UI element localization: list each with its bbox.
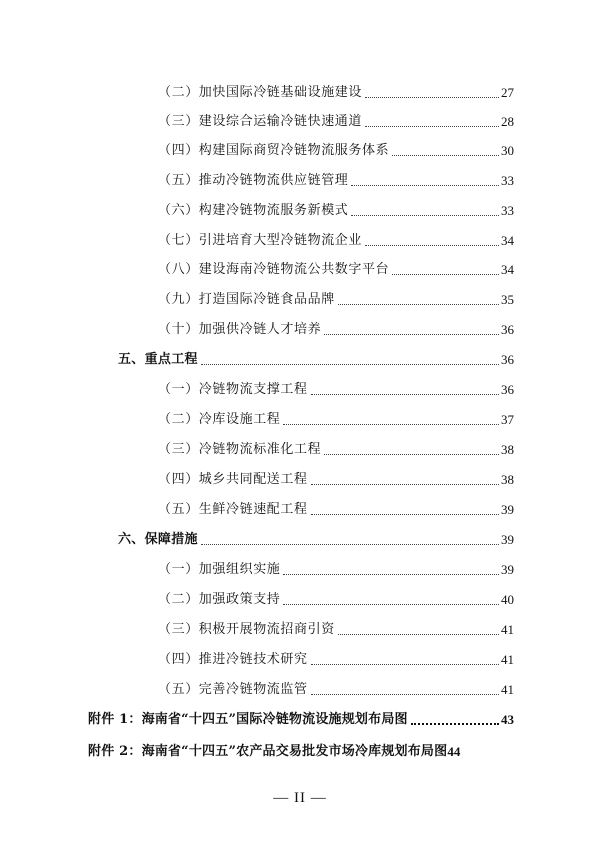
toc-entry-title: （四）城乡共同配送工程 [158, 472, 308, 487]
toc-entry-title: （三）积极开展物流招商引资 [158, 622, 335, 637]
toc-entry-title: （三）建设综合运输冷链快速通道 [158, 114, 363, 129]
toc-leader [324, 454, 499, 455]
toc-leader [311, 394, 499, 395]
toc-entry-page: 38 [501, 472, 514, 487]
toc-section-title: 六、保障措施 [118, 532, 198, 547]
toc-leader [351, 215, 499, 216]
toc-entry-6-3 [158, 621, 514, 639]
toc-entry-6-5 [158, 681, 514, 699]
toc-entry-page: 44 [447, 744, 461, 759]
toc-leader [338, 304, 499, 305]
toc-entry-title: （九）打造国际冷链食品品牌 [158, 292, 335, 307]
toc-entry-title: （八）建设海南冷链物流公共数字平台 [158, 262, 390, 277]
page-number-footer: — II — [273, 790, 327, 806]
toc-entry-title: （五）生鲜冷链速配工程 [158, 502, 308, 517]
toc-entry-page: 41 [501, 622, 514, 637]
toc-leader [311, 664, 499, 665]
toc-section-title: 五、重点工程 [118, 352, 198, 367]
toc-entry-page: 41 [501, 652, 514, 667]
toc-leader [338, 634, 499, 635]
toc-entry-page: 35 [501, 292, 514, 307]
toc-entry-page: 28 [501, 114, 514, 129]
toc-entry-page: 38 [501, 442, 514, 457]
toc-entry-title: （二）加强政策支持 [158, 592, 281, 607]
toc-entry-title: （七）引进培育大型冷链物流企业 [158, 233, 363, 248]
toc-entry-title: （五）完善冷链物流监管 [158, 682, 308, 697]
toc-entry-2-2 [158, 84, 514, 102]
toc-leader [365, 126, 499, 127]
toc-entry-title: （四）推进冷链技术研究 [158, 652, 308, 667]
toc-entry-5-4 [158, 471, 514, 489]
toc-entry-title: （六）构建冷链物流服务新模式 [158, 203, 349, 218]
toc-entry-2-8 [158, 261, 514, 279]
toc-entry-5-5 [158, 501, 514, 519]
toc-leader [311, 484, 499, 485]
toc-entry-6-4 [158, 651, 514, 669]
toc-entry-page: 39 [501, 562, 514, 577]
toc-leader [365, 97, 499, 98]
toc-entry-title: （一）冷链物流支撑工程 [158, 382, 308, 397]
toc-entry-title: （一）加强组织实施 [158, 562, 281, 577]
toc-leader [201, 544, 499, 545]
toc-appendix-1 [88, 711, 514, 729]
toc-entry-5-2 [158, 411, 514, 429]
toc-entry-2-7 [158, 232, 514, 250]
toc-entry-5-1 [158, 381, 514, 399]
toc-entry-6-2 [158, 591, 514, 609]
toc-entry-page: 27 [501, 85, 514, 100]
toc-entry-page: 41 [501, 682, 514, 697]
toc-leader [392, 274, 499, 275]
toc-entry-page: 36 [501, 352, 514, 367]
toc-appendix-title: 附件 1：海南省“十四五”国际冷链物流设施规划布局图 [88, 712, 408, 727]
toc-entry-6-1 [158, 561, 514, 579]
toc-entry-page: 30 [501, 143, 514, 158]
toc-leader [365, 245, 499, 246]
toc-entry-page: 34 [501, 262, 514, 277]
toc-entry-2-4 [158, 142, 514, 160]
toc-entry-title: （十）加强供冷链人才培养 [158, 322, 322, 337]
toc-entry-title: （二）冷库设施工程 [158, 412, 281, 427]
toc-section-5 [118, 351, 514, 369]
toc-leader [351, 185, 499, 186]
toc-entry-title: （五）推动冷链物流供应链管理 [158, 173, 349, 188]
toc-entry-5-3 [158, 441, 514, 459]
toc-leader [283, 424, 499, 425]
toc-section-6 [118, 531, 514, 549]
toc-entry-2-10 [158, 321, 514, 339]
toc-appendix-2 [88, 743, 514, 761]
toc-entry-page: 40 [501, 592, 514, 607]
toc-leader [283, 574, 499, 575]
toc-entry-page: 36 [501, 382, 514, 397]
toc-leader [201, 364, 499, 365]
toc-entry-page: 39 [501, 532, 514, 547]
toc-appendix-title: 附件 2：海南省“十四五”农产品交易批发市场冷库规划布局图 [88, 744, 448, 759]
toc-entry-page: 43 [501, 712, 514, 727]
toc-entry-title: （三）冷链物流标准化工程 [158, 442, 322, 457]
toc-entry-page: 33 [501, 173, 514, 188]
toc-entry-2-3 [158, 113, 514, 131]
toc-entry-title: （二）加快国际冷链基础设施建设 [158, 85, 363, 100]
toc-leader [411, 723, 499, 725]
toc-entry-2-9 [158, 291, 514, 309]
toc-leader [324, 334, 499, 335]
toc-entry-page: 39 [501, 502, 514, 517]
toc-entry-title: （四）构建国际商贸冷链物流服务体系 [158, 143, 390, 158]
toc-entry-2-5 [158, 172, 514, 190]
toc-entry-page: 34 [501, 233, 514, 248]
toc-entry-2-6 [158, 202, 514, 220]
toc-leader [392, 155, 499, 156]
toc-entry-page: 33 [501, 203, 514, 218]
toc-leader [311, 694, 499, 695]
toc-entry-page: 36 [501, 322, 514, 337]
toc-entry-page: 37 [501, 412, 514, 427]
toc-leader [283, 604, 499, 605]
toc-leader [311, 514, 499, 515]
